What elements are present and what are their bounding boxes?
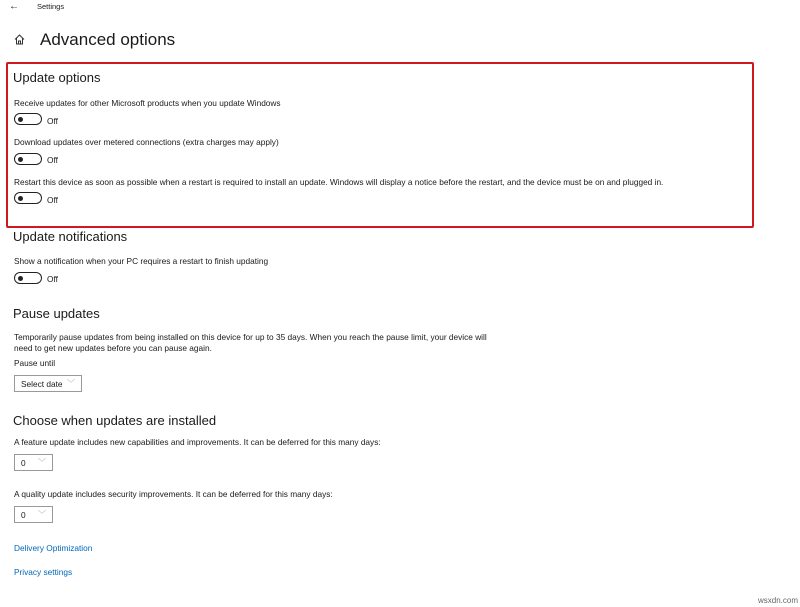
pause-desc: Temporarily pause updates from being installed on this device for up to 35 days. When you reach the pause limit, your device will — [14, 332, 487, 342]
chevron-down-icon: ﹀ — [67, 379, 75, 388]
chevron-down-icon: ﹀ — [38, 510, 46, 519]
pause-updates-heading: Pause updates — [13, 306, 100, 321]
chevron-down-icon: ﹀ — [38, 458, 46, 467]
notification-label: Show a notification when your PC requires a restart to finish updating — [14, 256, 269, 266]
privacy-settings-link[interactable]: Privacy settings — [14, 567, 73, 577]
feature-label: A feature update includes new capabilities and improvements. It can be deferred for this many days: — [14, 437, 381, 447]
page-title: Advanced options — [40, 30, 176, 49]
receive-updates-label: Receive updates for other Microsoft products when you update Windows — [14, 98, 281, 108]
update-notifications-heading: Update notifications — [13, 229, 128, 244]
pause-desc-2: need to get new updates before you can pause again. — [14, 343, 212, 353]
delivery-optimization-link[interactable]: Delivery Optimization — [14, 543, 93, 553]
restart-toggle[interactable] — [14, 192, 42, 204]
metered-label: Download updates over metered connections (extra charges may apply) — [14, 137, 279, 147]
toggle-state: Off — [47, 274, 58, 284]
toggle-state: Off — [47, 155, 58, 165]
metered-toggle[interactable] — [14, 153, 42, 165]
feature-defer-select[interactable] — [14, 454, 53, 471]
receive-updates-toggle[interactable] — [14, 113, 42, 125]
toggle-state: Off — [47, 116, 58, 126]
quality-label: A quality update includes security improvements. It can be deferred for this many days: — [14, 489, 333, 499]
pause-until-label: Pause until — [14, 358, 56, 368]
notification-toggle[interactable] — [14, 272, 42, 284]
select-value: 0 — [21, 457, 26, 468]
update-options-heading: Update options — [13, 70, 101, 85]
quality-defer-select[interactable] — [14, 506, 53, 523]
select-value: Select date — [21, 378, 63, 389]
pause-date-select[interactable] — [14, 375, 82, 392]
choose-heading: Choose when updates are installed — [13, 413, 217, 428]
home-icon[interactable] — [13, 33, 26, 46]
toggle-state: Off — [47, 195, 58, 205]
back-arrow-icon[interactable]: ← — [9, 1, 19, 12]
select-value: 0 — [21, 509, 26, 520]
restart-label: Restart this device as soon as possible when a restart is required to install an update. Windows will display a notice before the restart, and the device must be on and plugged in. — [14, 177, 664, 187]
watermark: wsxdn.com — [758, 596, 799, 605]
window-title: Settings — [37, 2, 65, 11]
